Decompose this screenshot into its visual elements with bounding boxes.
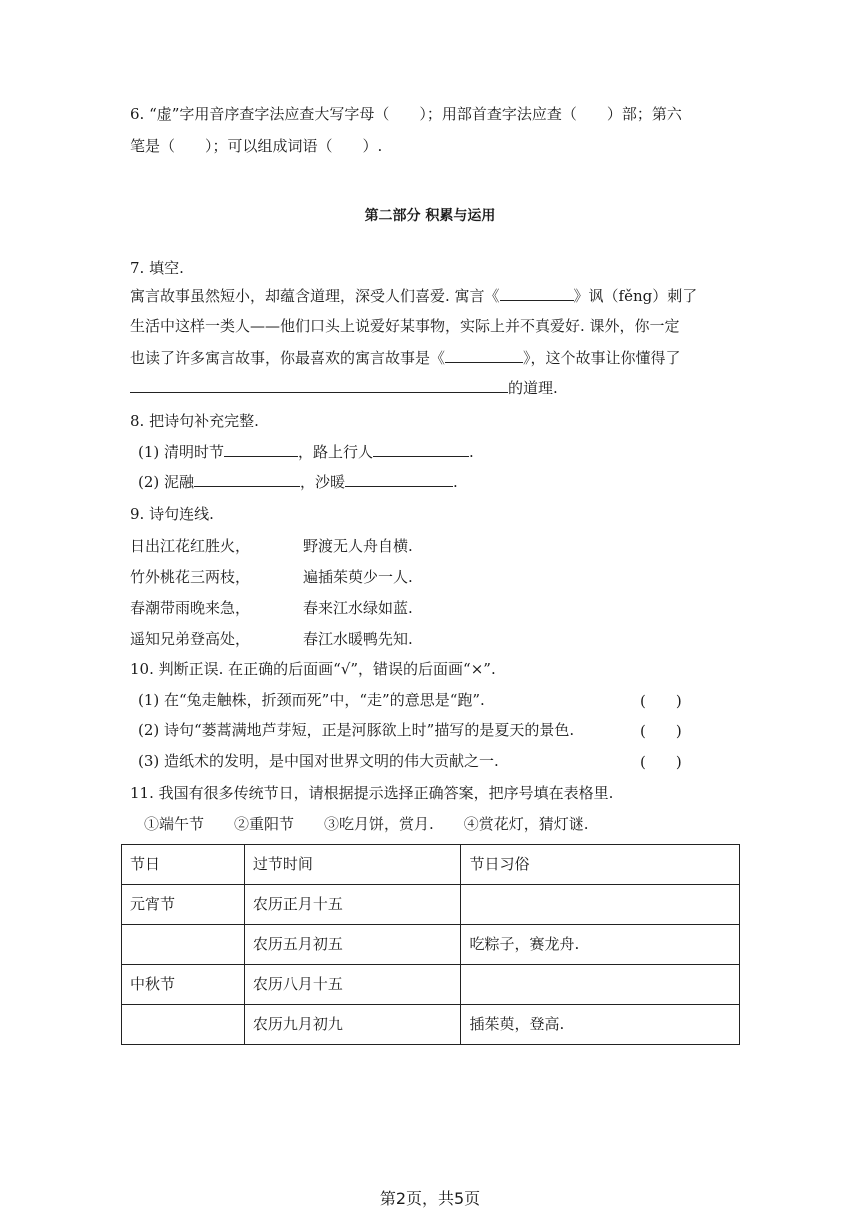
date-cell: 农历正月十五: [244, 885, 461, 925]
q6-line2: 笔是（ ）；可以组成词语（ ）.: [130, 137, 383, 155]
custom-cell[interactable]: [461, 965, 740, 1005]
header-custom: 节日习俗: [461, 845, 740, 885]
date-cell: 农历五月初五: [244, 925, 461, 965]
q10-item2: (2) 诗句“蒌蒿满地芦芽短，正是河豚欲上时”描写的是夏天的景色.: [138, 721, 575, 739]
date-cell: 农历八月十五: [244, 965, 461, 1005]
q8-item2-text-c: .: [453, 473, 458, 491]
festival-cell[interactable]: [122, 925, 245, 965]
q7-line3: [130, 348, 681, 368]
q9-right-line[interactable]: 遍插茱萸少一人.: [303, 568, 413, 586]
custom-cell[interactable]: 插茱萸，登高.: [461, 1005, 740, 1045]
q9-left-line[interactable]: 春潮带雨晚来急，: [130, 599, 251, 617]
q10-item3: (3) 造纸术的发明，是中国对世界文明的伟大贡献之一.: [138, 752, 499, 770]
q8-item1: [138, 442, 474, 462]
poem1-blank2[interactable]: [373, 442, 469, 457]
festival-table: [121, 844, 740, 1045]
q8-item2-text-a: (2) 泥融: [138, 473, 195, 491]
q8-item2-text-b: ，沙暖: [300, 473, 346, 491]
q9-label: 9. 诗句连线.: [130, 505, 214, 523]
q7-line1-text-a: 寓言故事虽然短小，却蕴含道理，深受人们喜爱. 寓言《: [130, 287, 500, 305]
q9-left-line[interactable]: 遥知兄弟登高处，: [130, 630, 251, 648]
table-header-row: [122, 845, 740, 885]
header-festival: 节日: [122, 845, 245, 885]
q7-label: 7. 填空.: [130, 259, 184, 277]
table-row: [122, 965, 740, 1005]
q9-left-line[interactable]: 日出江花红胜火，: [130, 537, 251, 555]
q8-label: 8. 把诗句补充完整.: [130, 412, 259, 430]
q7-line4-text: 的道理.: [508, 379, 558, 397]
favorite-fable-blank[interactable]: [445, 348, 523, 363]
q7-line4: [130, 378, 558, 398]
q8-item2: [138, 472, 458, 492]
q9-right-line[interactable]: 春江水暖鸭先知.: [303, 630, 413, 648]
q11-options: ①端午节 ②重阳节 ③吃月饼，赏月. ④赏花灯，猜灯谜.: [144, 815, 589, 833]
q8-item1-text-a: (1) 清明时节: [138, 443, 225, 461]
custom-cell[interactable]: [461, 885, 740, 925]
header-date: 过节时间: [244, 845, 461, 885]
q9-right-line[interactable]: 春来江水绿如蓝.: [303, 599, 413, 617]
poem2-blank2[interactable]: [345, 472, 453, 487]
date-cell: 农历九月初九: [244, 1005, 461, 1045]
q7-line1-text-b: 》讽（fěng）刺了: [573, 287, 698, 305]
q6-line1: 6. “虚”字用音序查字法应查大写字母（ ）；用部首查字法应查（ ）部；第六: [130, 105, 682, 123]
q8-item1-text-b: ，路上行人: [298, 443, 374, 461]
q7-line3-text-a: 也读了许多寓言故事，你最喜欢的寓言故事是《: [130, 349, 446, 367]
q7-line2: 生活中这样一类人——他们口头上说爱好某事物，实际上并不真爱好. 课外，你一定: [130, 317, 680, 335]
table-row: [122, 925, 740, 965]
custom-cell[interactable]: 吃粽子，赛龙舟.: [461, 925, 740, 965]
lesson-blank[interactable]: [130, 378, 508, 393]
q10-answer-paren-3[interactable]: ( ): [640, 753, 682, 771]
section-title: 第二部分 积累与运用: [364, 208, 496, 224]
fable-title-blank[interactable]: [500, 286, 574, 301]
table-row: [122, 885, 740, 925]
festival-cell[interactable]: 元宵节: [122, 885, 245, 925]
poem1-blank1[interactable]: [224, 442, 298, 457]
table-row: [122, 1005, 740, 1045]
q10-answer-paren-2[interactable]: ( ): [640, 722, 682, 740]
q9-right-line[interactable]: 野渡无人舟自横.: [303, 537, 413, 555]
festival-cell[interactable]: 中秋节: [122, 965, 245, 1005]
festival-cell[interactable]: [122, 1005, 245, 1045]
q9-left-line[interactable]: 竹外桃花三两枝，: [130, 568, 251, 586]
q8-item1-text-c: .: [469, 443, 474, 461]
q7-line3-text-b: 》，这个故事让你懂得了: [523, 349, 681, 367]
page-footer: 第2页，共5页: [379, 1189, 481, 1208]
q10-item1: (1) 在“兔走触株，折颈而死”中，“走”的意思是“跑”.: [138, 691, 485, 709]
q7-line1: [130, 286, 697, 306]
q11-label: 11. 我国有很多传统节日，请根据提示选择正确答案，把序号填在表格里.: [130, 784, 614, 802]
q10-answer-paren-1[interactable]: ( ): [640, 692, 682, 710]
poem2-blank1[interactable]: [194, 472, 300, 487]
q10-label: 10. 判断正误. 在正确的后面画“√”，错误的后面画“×”.: [130, 660, 496, 678]
